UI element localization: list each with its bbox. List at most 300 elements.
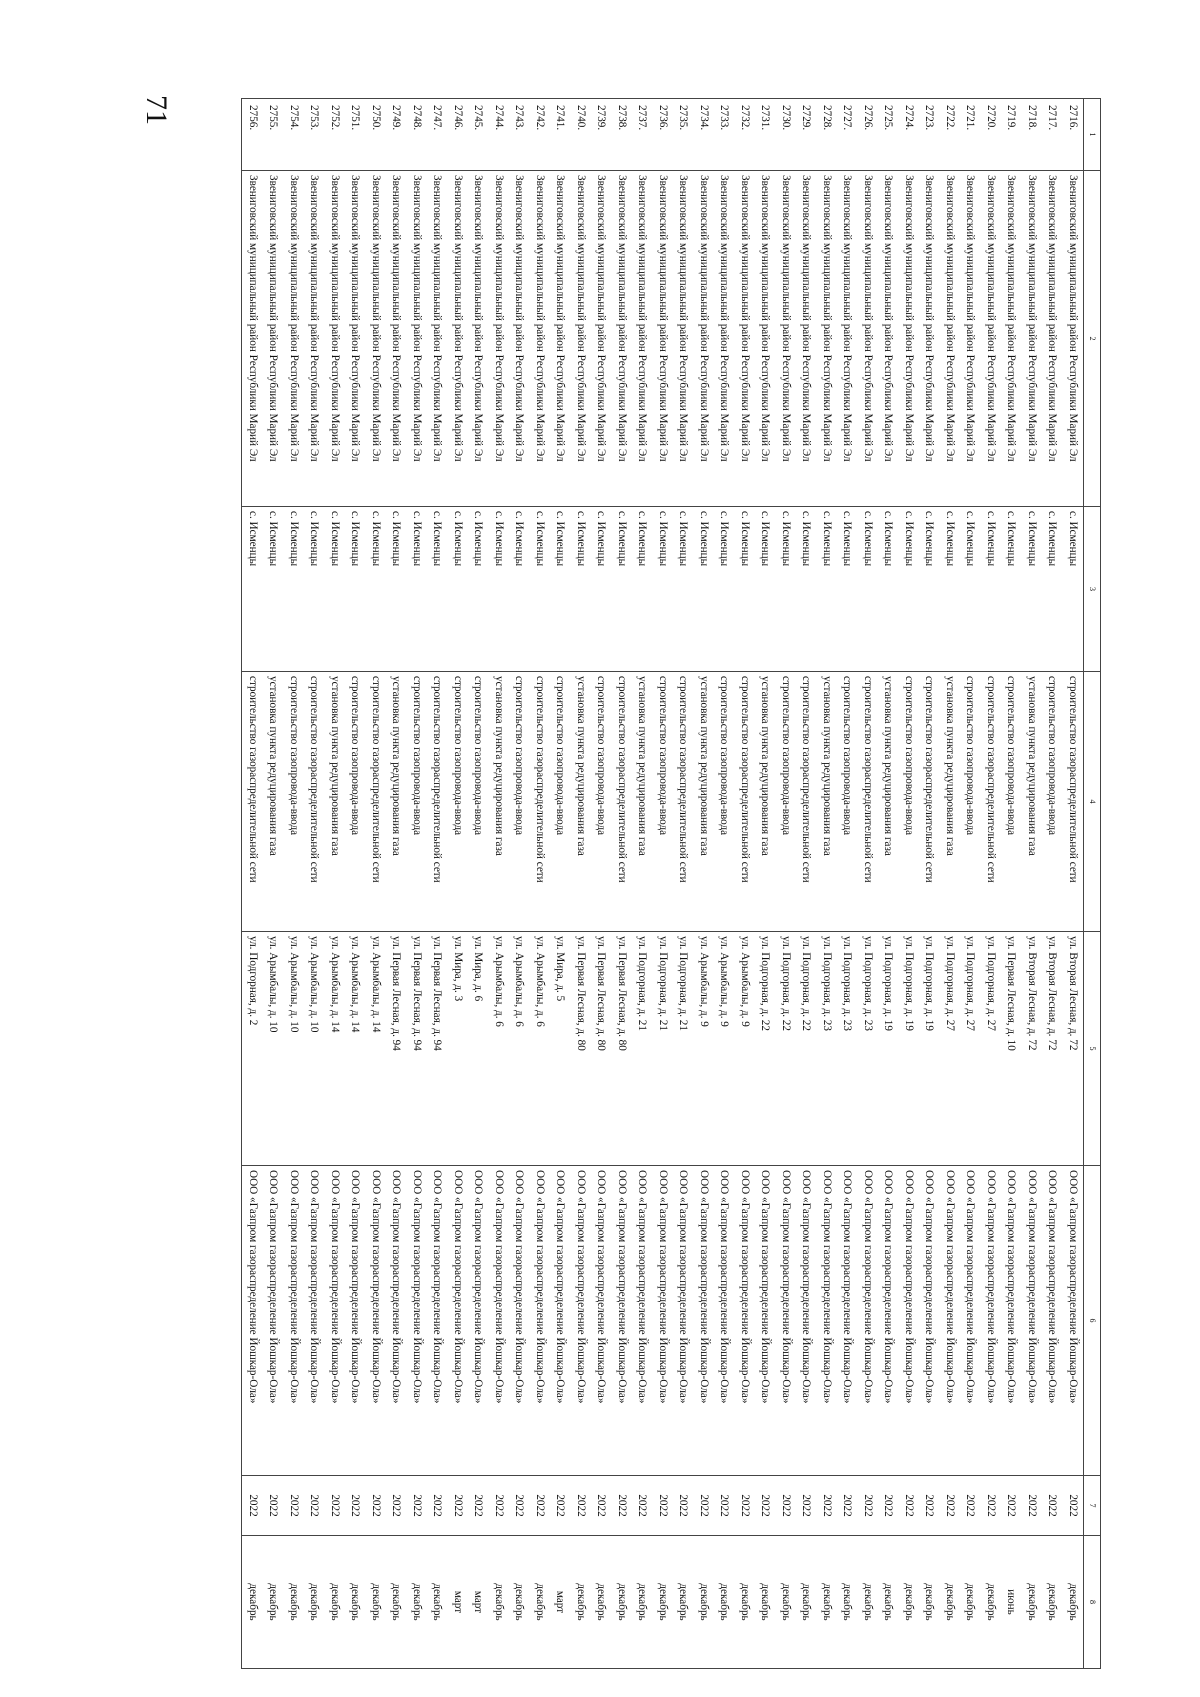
table-row — [468, 99, 489, 1669]
year-cell: 2022 — [1022, 1476, 1043, 1536]
district-cell: Звениговский муниципальный район Республики Марий Эл — [776, 171, 797, 507]
address-cell: ул. Подгорная, д. 22 — [776, 932, 797, 1166]
work-type-cell: установка пункта редуцирования газа — [632, 672, 653, 932]
settlement-cell: с. Исменцы — [427, 507, 448, 672]
district-cell: Звениговский муниципальный район Республики Марий Эл — [263, 171, 284, 507]
address-cell: ул. Подгорная, д. 22 — [796, 932, 817, 1166]
settlement-cell: с. Исменцы — [940, 507, 961, 672]
row-number: 2745. — [468, 99, 489, 171]
column-number-2: 2 — [1084, 171, 1101, 507]
row-number: 2744. — [489, 99, 510, 171]
settlement-cell: с. Исменцы — [386, 507, 407, 672]
settlement-cell: с. Исменцы — [448, 507, 469, 672]
district-cell: Звениговский муниципальный район Республики Марий Эл — [1042, 171, 1063, 507]
settlement-cell: с. Исменцы — [1022, 507, 1043, 672]
table-row — [1001, 99, 1022, 1669]
year-cell: 2022 — [796, 1476, 817, 1536]
work-type-cell: установка пункта редуцирования газа — [940, 672, 961, 932]
month-cell: декабрь — [612, 1536, 633, 1669]
district-cell: Звениговский муниципальный район Республики Марий Эл — [345, 171, 366, 507]
organization-cell: ООО «Газпром газораспределение Йошкар-Ола» — [673, 1166, 694, 1476]
address-cell: ул. Первая Лесная, д. 80 — [612, 932, 633, 1166]
address-cell: ул. Подгорная, д. 19 — [878, 932, 899, 1166]
month-cell: декабрь — [817, 1536, 838, 1669]
address-cell: ул. Арымбалы, д. 10 — [304, 932, 325, 1166]
organization-cell: ООО «Газпром газораспределение Йошкар-Ола» — [1042, 1166, 1063, 1476]
work-type-cell: строительство газопровода-ввода — [509, 672, 530, 932]
work-type-cell: установка пункта редуцирования газа — [878, 672, 899, 932]
row-number: 2751. — [345, 99, 366, 171]
organization-cell: ООО «Газпром газораспределение Йошкар-Ола» — [1022, 1166, 1043, 1476]
row-number: 2730. — [776, 99, 797, 171]
work-type-cell: установка пункта редуцирования газа — [571, 672, 592, 932]
district-cell: Звениговский муниципальный район Республики Марий Эл — [407, 171, 428, 507]
row-number: 2721. — [960, 99, 981, 171]
organization-cell: ООО «Газпром газораспределение Йошкар-Ола» — [694, 1166, 715, 1476]
month-cell: декабрь — [366, 1536, 387, 1669]
table-row — [386, 99, 407, 1669]
month-cell: декабрь — [796, 1536, 817, 1669]
work-type-cell: строительство газораспределительной сети — [612, 672, 633, 932]
district-cell: Звениговский муниципальный район Республики Марий Эл — [632, 171, 653, 507]
settlement-cell: с. Исменцы — [345, 507, 366, 672]
month-cell: декабрь — [673, 1536, 694, 1669]
address-cell: ул. Арымбалы, д. 14 — [325, 932, 346, 1166]
column-number-row — [1084, 99, 1101, 1669]
row-number: 2738. — [612, 99, 633, 171]
row-number: 2743. — [509, 99, 530, 171]
year-cell: 2022 — [612, 1476, 633, 1536]
row-number: 2755. — [263, 99, 284, 171]
year-cell: 2022 — [1063, 1476, 1084, 1536]
year-cell: 2022 — [489, 1476, 510, 1536]
settlement-cell: с. Исменцы — [407, 507, 428, 672]
address-cell: ул. Первая Лесная, д. 94 — [386, 932, 407, 1166]
organization-cell: ООО «Газпром газораспределение Йошкар-Ола» — [509, 1166, 530, 1476]
row-number: 2722. — [940, 99, 961, 171]
address-cell: ул. Подгорная, д. 27 — [981, 932, 1002, 1166]
table-row — [571, 99, 592, 1669]
table-row — [550, 99, 571, 1669]
district-cell: Звениговский муниципальный район Республики Марий Эл — [878, 171, 899, 507]
settlement-cell: с. Исменцы — [1001, 507, 1022, 672]
district-cell: Звениговский муниципальный район Республики Марий Эл — [735, 171, 756, 507]
table-row — [304, 99, 325, 1669]
organization-cell: ООО «Газпром газораспределение Йошкар-Ола» — [448, 1166, 469, 1476]
district-cell: Звениговский муниципальный район Республики Марий Эл — [796, 171, 817, 507]
organization-cell: ООО «Газпром газораспределение Йошкар-Ола» — [776, 1166, 797, 1476]
row-number: 2748. — [407, 99, 428, 171]
district-cell: Звениговский муниципальный район Республики Марий Эл — [550, 171, 571, 507]
month-cell: март — [550, 1536, 571, 1669]
column-number-3: 3 — [1084, 507, 1101, 672]
row-number: 2726. — [858, 99, 879, 171]
work-type-cell: строительство газопровода-ввода — [899, 672, 920, 932]
year-cell: 2022 — [940, 1476, 961, 1536]
month-cell: декабрь — [919, 1536, 940, 1669]
organization-cell: ООО «Газпром газораспределение Йошкар-Ола» — [796, 1166, 817, 1476]
row-number: 2749. — [386, 99, 407, 171]
work-type-cell: строительство газопровода-ввода — [448, 672, 469, 932]
address-cell: ул. Первая Лесная, д. 80 — [571, 932, 592, 1166]
organization-cell: ООО «Газпром газораспределение Йошкар-Ола» — [571, 1166, 592, 1476]
month-cell: декабрь — [714, 1536, 735, 1669]
work-type-cell: строительство газопровода-ввода — [776, 672, 797, 932]
settlement-cell: с. Исменцы — [817, 507, 838, 672]
month-cell: декабрь — [858, 1536, 879, 1669]
organization-cell: ООО «Газпром газораспределение Йошкар-Ола» — [878, 1166, 899, 1476]
address-cell: ул. Вторая Лесная, д. 72 — [1022, 932, 1043, 1166]
district-cell: Звениговский муниципальный район Республики Марий Эл — [673, 171, 694, 507]
work-type-cell: строительство газораспределительной сети — [1063, 672, 1084, 932]
row-number: 2719. — [1001, 99, 1022, 171]
settlement-cell: с. Исменцы — [837, 507, 858, 672]
address-cell: ул. Подгорная, д. 2 — [242, 932, 263, 1166]
year-cell: 2022 — [632, 1476, 653, 1536]
district-cell: Звениговский муниципальный район Республики Марий Эл — [919, 171, 940, 507]
work-type-cell: строительство газопровода-ввода — [284, 672, 305, 932]
year-cell: 2022 — [386, 1476, 407, 1536]
year-cell: 2022 — [345, 1476, 366, 1536]
row-number: 2750. — [366, 99, 387, 171]
district-cell: Звениговский муниципальный район Республики Марий Эл — [366, 171, 387, 507]
table-row — [653, 99, 674, 1669]
year-cell: 2022 — [714, 1476, 735, 1536]
district-cell: Звениговский муниципальный район Республики Марий Эл — [714, 171, 735, 507]
row-number: 2741. — [550, 99, 571, 171]
settlement-cell: с. Исменцы — [714, 507, 735, 672]
work-type-cell: установка пункта редуцирования газа — [755, 672, 776, 932]
organization-cell: ООО «Газпром газораспределение Йошкар-Ола» — [612, 1166, 633, 1476]
year-cell: 2022 — [735, 1476, 756, 1536]
year-cell: 2022 — [427, 1476, 448, 1536]
table-row — [817, 99, 838, 1669]
table-row — [919, 99, 940, 1669]
address-cell: ул. Арымбалы, д. 6 — [489, 932, 510, 1166]
year-cell: 2022 — [366, 1476, 387, 1536]
district-cell: Звениговский муниципальный район Республики Марий Эл — [386, 171, 407, 507]
row-number: 2742. — [530, 99, 551, 171]
row-number: 2736. — [653, 99, 674, 171]
month-cell: декабрь — [242, 1536, 263, 1669]
settlement-cell: с. Исменцы — [284, 507, 305, 672]
page-number: 71 — [140, 95, 173, 125]
address-cell: ул. Подгорная, д. 21 — [632, 932, 653, 1166]
table-row — [714, 99, 735, 1669]
table-row — [612, 99, 633, 1669]
table-row — [878, 99, 899, 1669]
month-cell: март — [468, 1536, 489, 1669]
organization-cell: ООО «Газпром газораспределение Йошкар-Ола» — [263, 1166, 284, 1476]
address-cell: ул. Подгорная, д. 27 — [940, 932, 961, 1166]
row-number: 2734. — [694, 99, 715, 171]
organization-cell: ООО «Газпром газораспределение Йошкар-Ола» — [242, 1166, 263, 1476]
month-cell: декабрь — [427, 1536, 448, 1669]
district-cell: Звениговский муниципальный район Республики Марий Эл — [1001, 171, 1022, 507]
year-cell: 2022 — [571, 1476, 592, 1536]
work-type-cell: строительство газопровода-ввода — [960, 672, 981, 932]
work-type-cell: строительство газораспределительной сети — [242, 672, 263, 932]
work-type-cell: строительство газопровода-ввода — [1042, 672, 1063, 932]
settlement-cell: с. Исменцы — [612, 507, 633, 672]
address-cell: ул. Арымбалы, д. 10 — [284, 932, 305, 1166]
table-row — [530, 99, 551, 1669]
address-cell: ул. Первая Лесная, д. 80 — [591, 932, 612, 1166]
work-type-cell: строительство газораспределительной сети — [427, 672, 448, 932]
year-cell: 2022 — [325, 1476, 346, 1536]
row-number: 2732. — [735, 99, 756, 171]
district-cell: Звениговский муниципальный район Республики Марий Эл — [981, 171, 1002, 507]
work-type-cell: строительство газопровода-ввода — [653, 672, 674, 932]
organization-cell: ООО «Газпром газораспределение Йошкар-Ола» — [325, 1166, 346, 1476]
row-number: 2727. — [837, 99, 858, 171]
table-row — [509, 99, 530, 1669]
row-number: 2746. — [448, 99, 469, 171]
month-cell: декабрь — [899, 1536, 920, 1669]
organization-cell: ООО «Газпром газораспределение Йошкар-Ола» — [468, 1166, 489, 1476]
address-cell: ул. Вторая Лесная, д. 72 — [1042, 932, 1063, 1166]
month-cell: декабрь — [284, 1536, 305, 1669]
row-number: 2756. — [242, 99, 263, 171]
work-type-cell: установка пункта редуцирования газа — [263, 672, 284, 932]
work-type-cell: строительство газопровода-ввода — [714, 672, 735, 932]
month-cell: декабрь — [386, 1536, 407, 1669]
year-cell: 2022 — [653, 1476, 674, 1536]
address-cell: ул. Арымбалы, д. 9 — [694, 932, 715, 1166]
month-cell: декабрь — [263, 1536, 284, 1669]
address-cell: ул. Арымбалы, д. 6 — [530, 932, 551, 1166]
row-number: 2735. — [673, 99, 694, 171]
work-type-cell: строительство газораспределительной сети — [366, 672, 387, 932]
organization-cell: ООО «Газпром газораспределение Йошкар-Ола» — [899, 1166, 920, 1476]
district-cell: Звениговский муниципальный район Республики Марий Эл — [817, 171, 838, 507]
row-number: 2728. — [817, 99, 838, 171]
settlement-cell: с. Исменцы — [755, 507, 776, 672]
district-cell: Звениговский муниципальный район Республики Марий Эл — [1063, 171, 1084, 507]
year-cell: 2022 — [919, 1476, 940, 1536]
organization-cell: ООО «Газпром газораспределение Йошкар-Ола» — [407, 1166, 428, 1476]
month-cell: декабрь — [776, 1536, 797, 1669]
district-cell: Звениговский муниципальный район Республики Марий Эл — [837, 171, 858, 507]
settlement-cell: с. Исменцы — [776, 507, 797, 672]
table-row — [242, 99, 263, 1669]
settlement-cell: с. Исменцы — [242, 507, 263, 672]
organization-cell: ООО «Газпром газораспределение Йошкар-Ола» — [858, 1166, 879, 1476]
table-row — [837, 99, 858, 1669]
district-cell: Звениговский муниципальный район Республики Марий Эл — [591, 171, 612, 507]
year-cell: 2022 — [509, 1476, 530, 1536]
organization-cell: ООО «Газпром газораспределение Йошкар-Ола» — [960, 1166, 981, 1476]
year-cell: 2022 — [242, 1476, 263, 1536]
column-number-6: 6 — [1084, 1166, 1101, 1476]
month-cell: декабрь — [489, 1536, 510, 1669]
address-cell: ул. Подгорная, д. 21 — [653, 932, 674, 1166]
address-cell: ул. Мира, д. 3 — [448, 932, 469, 1166]
organization-cell: ООО «Газпром газораспределение Йошкар-Ола» — [345, 1166, 366, 1476]
organization-cell: ООО «Газпром газораспределение Йошкар-Ола» — [530, 1166, 551, 1476]
month-cell: декабрь — [571, 1536, 592, 1669]
address-cell: ул. Арымбалы, д. 9 — [714, 932, 735, 1166]
work-type-cell: строительство газопровода-ввода — [345, 672, 366, 932]
month-cell: декабрь — [304, 1536, 325, 1669]
month-cell: декабрь — [653, 1536, 674, 1669]
address-cell: ул. Подгорная, д. 22 — [755, 932, 776, 1166]
table-row — [325, 99, 346, 1669]
table-row — [940, 99, 961, 1669]
district-cell: Звениговский муниципальный район Республики Марий Эл — [858, 171, 879, 507]
settlement-cell: с. Исменцы — [981, 507, 1002, 672]
address-cell: ул. Подгорная, д. 23 — [858, 932, 879, 1166]
work-type-cell: строительство газораспределительной сети — [735, 672, 756, 932]
address-cell: ул. Первая Лесная, д. 10 — [1001, 932, 1022, 1166]
month-cell: декабрь — [755, 1536, 776, 1669]
row-number: 2723. — [919, 99, 940, 171]
settlement-cell: с. Исменцы — [673, 507, 694, 672]
organization-cell: ООО «Газпром газораспределение Йошкар-Ола» — [366, 1166, 387, 1476]
table-row — [345, 99, 366, 1669]
month-cell: декабрь — [632, 1536, 653, 1669]
table-row — [899, 99, 920, 1669]
row-number: 2717. — [1042, 99, 1063, 171]
year-cell: 2022 — [263, 1476, 284, 1536]
month-cell: декабрь — [1042, 1536, 1063, 1669]
month-cell: декабрь — [735, 1536, 756, 1669]
work-type-cell: строительство газопровода-ввода — [837, 672, 858, 932]
district-cell: Звениговский муниципальный район Республики Марий Эл — [694, 171, 715, 507]
row-number: 2720. — [981, 99, 1002, 171]
year-cell: 2022 — [468, 1476, 489, 1536]
month-cell: декабрь — [407, 1536, 428, 1669]
row-number: 2752. — [325, 99, 346, 171]
work-type-cell: установка пункта редуцирования газа — [694, 672, 715, 932]
work-type-cell: установка пункта редуцирования газа — [325, 672, 346, 932]
month-cell: декабрь — [530, 1536, 551, 1669]
year-cell: 2022 — [407, 1476, 428, 1536]
settlement-cell: с. Исменцы — [1063, 507, 1084, 672]
year-cell: 2022 — [694, 1476, 715, 1536]
organization-cell: ООО «Газпром газораспределение Йошкар-Ола» — [591, 1166, 612, 1476]
district-cell: Звениговский муниципальный район Республики Марий Эл — [325, 171, 346, 507]
month-cell: декабрь — [345, 1536, 366, 1669]
table-body — [242, 99, 1084, 1669]
year-cell: 2022 — [448, 1476, 469, 1536]
month-cell: декабрь — [837, 1536, 858, 1669]
settlement-cell: с. Исменцы — [571, 507, 592, 672]
month-cell: март — [448, 1536, 469, 1669]
address-cell: ул. Арымбалы, д. 6 — [509, 932, 530, 1166]
row-number: 2724. — [899, 99, 920, 171]
row-number: 2740. — [571, 99, 592, 171]
district-cell: Звениговский муниципальный район Республики Марий Эл — [509, 171, 530, 507]
table-row — [632, 99, 653, 1669]
row-number: 2739. — [591, 99, 612, 171]
year-cell: 2022 — [981, 1476, 1002, 1536]
organization-cell: ООО «Газпром газораспределение Йошкар-Ола» — [1063, 1166, 1084, 1476]
address-cell: ул. Мира, д. 5 — [550, 932, 571, 1166]
table-row — [591, 99, 612, 1669]
address-cell: ул. Подгорная, д. 19 — [899, 932, 920, 1166]
organization-cell: ООО «Газпром газораспределение Йошкар-Ола» — [714, 1166, 735, 1476]
work-type-cell: строительство газораспределительной сети — [673, 672, 694, 932]
work-type-cell: установка пункта редуцирования газа — [386, 672, 407, 932]
month-cell: декабрь — [1022, 1536, 1043, 1669]
column-number-7: 7 — [1084, 1476, 1101, 1536]
table-row — [796, 99, 817, 1669]
row-number: 2718. — [1022, 99, 1043, 171]
settlement-cell: с. Исменцы — [960, 507, 981, 672]
table-row — [776, 99, 797, 1669]
settlement-cell: с. Исменцы — [858, 507, 879, 672]
column-number-8: 8 — [1084, 1536, 1101, 1669]
settlement-cell: с. Исменцы — [468, 507, 489, 672]
district-cell: Звениговский муниципальный район Республики Марий Эл — [960, 171, 981, 507]
address-cell: ул. Подгорная, д. 27 — [960, 932, 981, 1166]
district-cell: Звениговский муниципальный район Республики Марий Эл — [284, 171, 305, 507]
settlement-cell: с. Исменцы — [919, 507, 940, 672]
organization-cell: ООО «Газпром газораспределение Йошкар-Ола» — [735, 1166, 756, 1476]
column-number-4: 4 — [1084, 672, 1101, 932]
year-cell: 2022 — [673, 1476, 694, 1536]
organization-cell: ООО «Газпром газораспределение Йошкар-Ола» — [837, 1166, 858, 1476]
work-type-cell: установка пункта редуцирования газа — [489, 672, 510, 932]
settlement-cell: с. Исменцы — [878, 507, 899, 672]
table-row — [735, 99, 756, 1669]
work-type-cell: строительство газораспределительной сети — [304, 672, 325, 932]
organization-cell: ООО «Газпром газораспределение Йошкар-Ола» — [386, 1166, 407, 1476]
year-cell: 2022 — [899, 1476, 920, 1536]
district-cell: Звениговский муниципальный район Республики Марий Эл — [899, 171, 920, 507]
settlement-cell: с. Исменцы — [653, 507, 674, 672]
address-cell: ул. Арымбалы, д. 10 — [263, 932, 284, 1166]
address-cell: ул. Арымбалы, д. 9 — [735, 932, 756, 1166]
table-row — [284, 99, 305, 1669]
work-type-cell: строительство газопровода-ввода — [550, 672, 571, 932]
organization-cell: ООО «Газпром газораспределение Йошкар-Ола» — [427, 1166, 448, 1476]
year-cell: 2022 — [591, 1476, 612, 1536]
row-number: 2729. — [796, 99, 817, 171]
table-row — [1063, 99, 1084, 1669]
row-number: 2725. — [878, 99, 899, 171]
year-cell: 2022 — [530, 1476, 551, 1536]
settlement-cell: с. Исменцы — [304, 507, 325, 672]
work-type-cell: строительство газораспределительной сети — [981, 672, 1002, 932]
year-cell: 2022 — [1001, 1476, 1022, 1536]
organization-cell: ООО «Газпром газораспределение Йошкар-Ола» — [817, 1166, 838, 1476]
settlement-cell: с. Исменцы — [263, 507, 284, 672]
row-number: 2747. — [427, 99, 448, 171]
year-cell: 2022 — [550, 1476, 571, 1536]
organization-cell: ООО «Газпром газораспределение Йошкар-Ола» — [940, 1166, 961, 1476]
address-cell: ул. Арымбалы, д. 14 — [366, 932, 387, 1166]
address-cell: ул. Вторая Лесная, д. 72 — [1063, 932, 1084, 1166]
rotated-table-wrapper — [195, 98, 1101, 1668]
row-number: 2733. — [714, 99, 735, 171]
organization-cell: ООО «Газпром газораспределение Йошкар-Ола» — [632, 1166, 653, 1476]
month-cell: декабрь — [591, 1536, 612, 1669]
year-cell: 2022 — [858, 1476, 879, 1536]
column-number-5: 5 — [1084, 932, 1101, 1166]
row-number: 2716. — [1063, 99, 1084, 171]
organization-cell: ООО «Газпром газораспределение Йошкар-Ола» — [1001, 1166, 1022, 1476]
work-type-cell: установка пункта редуцирования газа — [817, 672, 838, 932]
table-row — [427, 99, 448, 1669]
year-cell: 2022 — [304, 1476, 325, 1536]
month-cell: декабрь — [1063, 1536, 1084, 1669]
settlement-cell: с. Исменцы — [632, 507, 653, 672]
address-cell: ул. Мира, д. 6 — [468, 932, 489, 1166]
district-cell: Звениговский муниципальный район Республики Марий Эл — [612, 171, 633, 507]
district-cell: Звениговский муниципальный район Республики Марий Эл — [755, 171, 776, 507]
